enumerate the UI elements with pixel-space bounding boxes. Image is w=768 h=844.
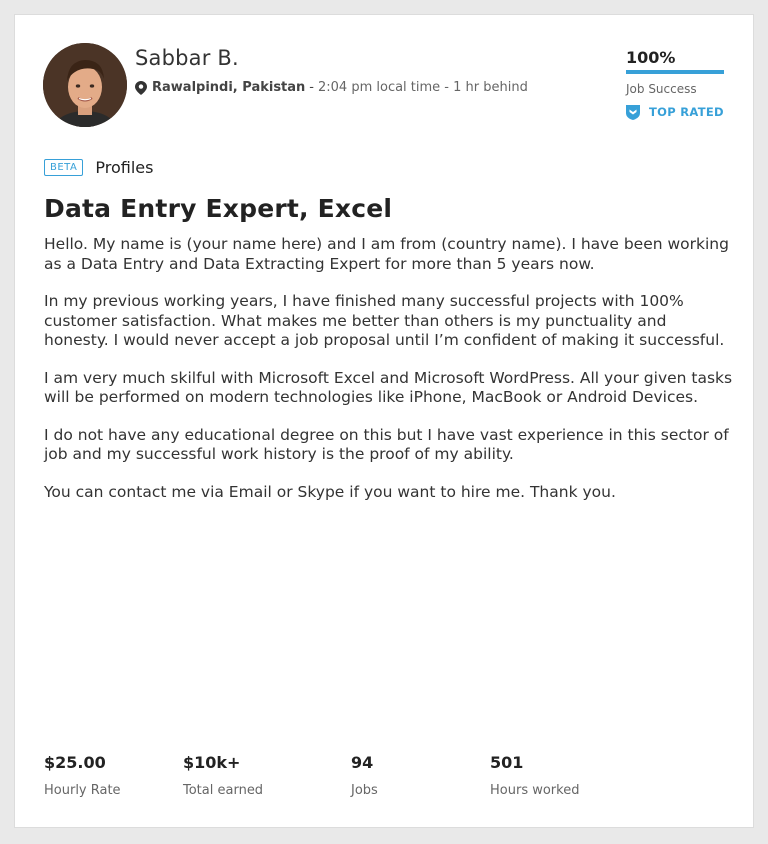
- stat-total-earned: [183, 753, 351, 798]
- stat-hours-worked: [490, 753, 630, 798]
- location-row: [135, 80, 528, 95]
- profiles-label[interactable]: Profiles: [95, 158, 154, 177]
- location-city: Rawalpindi, Pakistan: [152, 80, 306, 95]
- stat-label: Hourly Rate: [44, 783, 121, 798]
- profile-title: Data Entry Expert, Excel: [44, 194, 393, 223]
- description-paragraph: I do not have any educational degree on this but I have vast experience in this sector of job and my successful work history is the proof of my ability.: [44, 425, 729, 463]
- stat-value: 94: [351, 753, 374, 772]
- description-paragraph: I am very much skilful with Microsoft Excel and Microsoft WordPress. All your given tasks will be performed on modern technologies like iPhone, MacBook or Android Devices.: [44, 368, 733, 406]
- job-success-block: [626, 48, 726, 120]
- profile-name: Sabbar B.: [135, 46, 239, 70]
- description-paragraph: In my previous working years, I have finished many successful projects with 100% customer satisfaction. What makes me better than others is my punctuality and honesty. I would never accept a job proposal until I’m confident of making it successful.: [44, 292, 725, 349]
- avatar-portrait: [43, 43, 127, 127]
- top-rated-label: TOP RATED: [649, 105, 724, 119]
- description-paragraph: Hello. My name is (your name here) and I am from (country name). I have been working as a Data Entry and Data Extracting Expert for more than 5 years now.: [44, 235, 729, 273]
- description-paragraph: You can contact me via Email or Skype if you want to hire me. Thank you.: [44, 482, 616, 501]
- job-success-label: Job Success: [626, 82, 697, 96]
- location-separator: -: [309, 80, 314, 95]
- stats-row: [44, 753, 630, 798]
- profile-description: [44, 235, 734, 520]
- avatar[interactable]: [43, 43, 127, 127]
- top-rated-badge[interactable]: [626, 104, 726, 120]
- local-time: 2:04 pm local time - 1 hr behind: [318, 80, 528, 95]
- stat-label: Jobs: [351, 783, 378, 798]
- profile-card: [14, 14, 754, 828]
- shield-badge-icon: [626, 104, 640, 120]
- stat-hourly-rate: [44, 753, 183, 798]
- map-pin-icon: [135, 81, 147, 95]
- beta-badge: BETA: [44, 159, 83, 176]
- stat-label: Hours worked: [490, 783, 580, 798]
- stat-value: $25.00: [44, 753, 106, 772]
- stat-value: 501: [490, 753, 524, 772]
- stat-label: Total earned: [183, 783, 264, 798]
- stat-value: $10k+: [183, 753, 241, 772]
- job-success-bar: [626, 70, 724, 74]
- job-success-percent: 100%: [626, 48, 676, 67]
- profiles-section-header: [44, 158, 153, 177]
- stat-jobs: [351, 753, 490, 798]
